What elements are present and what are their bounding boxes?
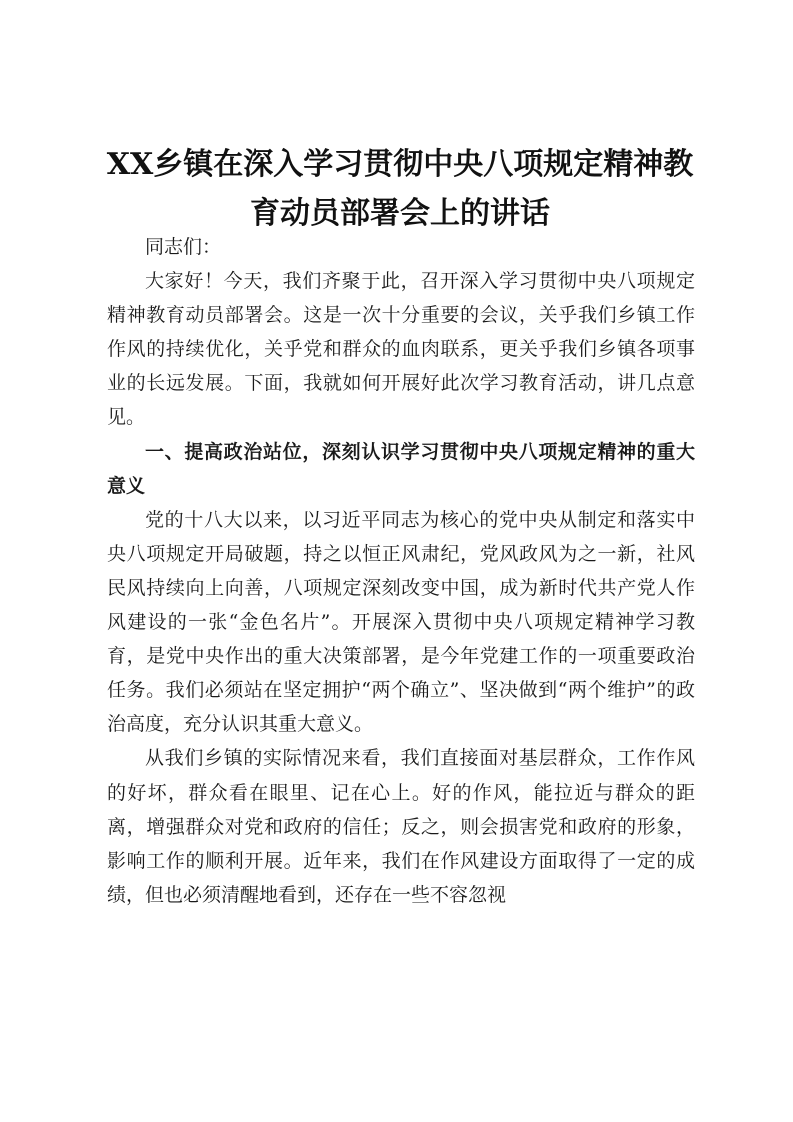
section-heading-1: 一、提高政治站位，深刻认识学习贯彻中央八项规定精神的重大意义	[107, 440, 695, 497]
document-title: XX乡镇在深入学习贯彻中央八项规定精神教育动员部署会上的讲话	[106, 147, 694, 231]
paragraph-significance: 党的十八大以来，以习近平同志为核心的党中央从制定和落实中央八项规定开局破题，持之以恒正风肃纪，党风政风为之一新，社风民风持续向上向善，八项规定深刻改变中国，成为新时代共产党人作风建设的一张“金色名片”。开展深入贯彻中央八项规定精神学习教育，是党中央作出的重大决策部署，是今年党建工作的一项重要政治任务。我们必须站在坚定拥护“两个确立”、坚决做到“两个维护”的政治高度，充分认识其重大意义。	[107, 508, 695, 736]
paragraph-opening: 大家好！今天，我们齐聚于此，召开深入学习贯彻中央八项规定精神教育动员部署会。这是一次十分重要的会议，关乎我们乡镇工作作风的持续优化，关乎党和群众的血肉联系，更关乎我们乡镇各项事业的长远发展。下面，我就如何开展好此次学习教育活动，讲几点意见。	[107, 270, 695, 429]
paragraph-local-situation: 从我们乡镇的实际情况来看，我们直接面对基层群众，工作作风的好坏，群众看在眼里、记在心上。好的作风，能拉近与群众的距离，增强群众对党和政府的信任；反之，则会损害党和政府的形象，影响工作的顺利开展。近年来，我们在作风建设方面取得了一定的成绩，但也必须清醒地看到，还存在一些不容忽视	[107, 747, 695, 906]
salutation: 同志们：	[145, 236, 222, 258]
document-body	[107, 230, 695, 912]
